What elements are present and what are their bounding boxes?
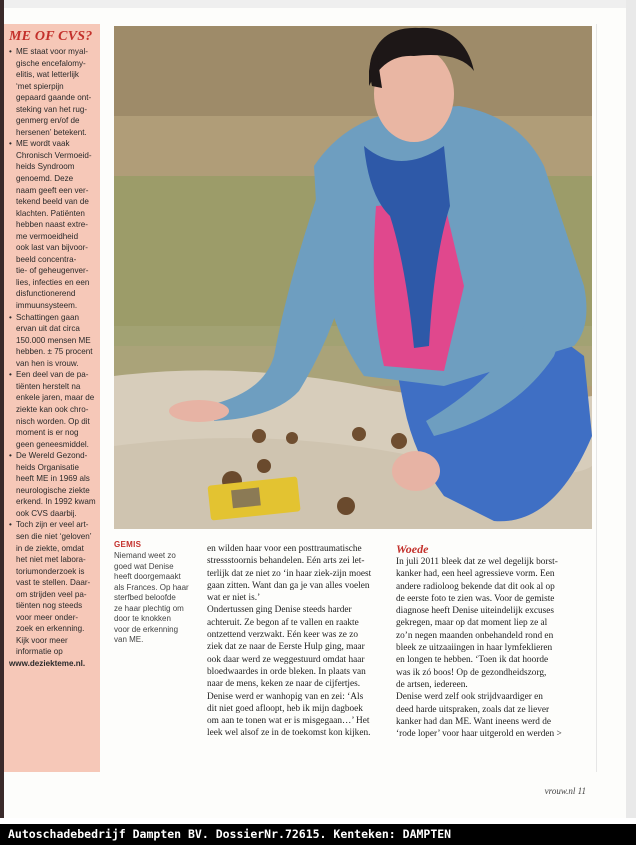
- article-text-line: kanker had dan ME. Want ineens werd de: [396, 716, 552, 727]
- article-text-line: gekregen, maar op dat moment liep ze al: [396, 618, 548, 629]
- caption-text-line: sterfbed beloofde: [114, 593, 176, 602]
- article-text-line: deed harde uitspraken, zoals dat ze liever: [396, 704, 550, 715]
- article-column-right: [396, 543, 586, 740]
- sidebar-text-line: • De Wereld Gezond-: [16, 451, 88, 461]
- info-sidebar: [4, 24, 100, 772]
- sidebar-text-line: hebben naast extre-: [16, 220, 88, 230]
- caption-text-line: goed wat Denise: [114, 561, 174, 571]
- sidebar-text-line: geen geneesmiddel.: [16, 439, 89, 449]
- sidebar-list-item: [9, 519, 96, 658]
- sidebar-text-line: ziekte kan ook chro-: [16, 404, 89, 414]
- sidebar-list-item: [9, 369, 96, 450]
- article-text-line: Denise werd zelf ook strijdvaardiger en: [396, 692, 543, 703]
- sidebar-list-item: [9, 312, 96, 370]
- caption-label: GEMIS: [114, 540, 142, 549]
- sidebar-website: www.deziekteme.nl.: [9, 658, 86, 668]
- sidebar-text-line: 150.000 mensen ME: [16, 335, 91, 345]
- article-text-line: Denise werd er wanhopig van en zei: ‘Als: [207, 691, 364, 702]
- sidebar-text-line: ervan uit dat circa: [16, 324, 80, 334]
- sidebar-text-line: hebben. ± 75 procent: [16, 347, 93, 357]
- sidebar-text-line: enkele jaren, maar de: [16, 393, 95, 403]
- caption-text-line: als Frances. Op haar: [114, 582, 189, 592]
- sidebar-text-line: zoek en erkenning.: [16, 624, 85, 634]
- page-folio: vrouw.nl 11: [544, 786, 586, 796]
- sidebar-list: [9, 46, 96, 658]
- sidebar-text-line: • Toch zijn er veel art-: [16, 520, 89, 530]
- article-text-line: ‘rode loper’ voor haar uitgerold en werden: [396, 729, 555, 740]
- article-text-line: Ondertussen ging Denise steeds harder: [207, 605, 352, 616]
- article-text-line: om aan te tonen wat er is misgegaan…’ Het: [207, 716, 370, 727]
- sidebar-text-line: • Schattingen gaan: [16, 312, 80, 322]
- photo-illustration: [114, 26, 592, 529]
- photo-caption: [114, 551, 202, 646]
- continue-arrow: >: [556, 729, 562, 740]
- article-text-line: ontzettend verzwakt. Eén keer was ze zo: [207, 630, 358, 641]
- sidebar-text-line: nisch worden. Op dit: [16, 416, 90, 426]
- sidebar-text-line: Chronisch Vermoeid-: [16, 150, 92, 160]
- caption-text-line: Niemand weet zo: [114, 551, 176, 560]
- article-text-line: achteruit. Ze begon af te vallen en raakte: [207, 617, 359, 628]
- sidebar-title: ME OF CVS?: [9, 29, 93, 44]
- section-heading: Woede: [396, 542, 429, 556]
- sidebar-text-line: moment is er nog: [16, 428, 79, 438]
- sidebar-text-line: immuunsysteem.: [16, 301, 78, 311]
- sidebar-text-line: van hen is vrouw.: [16, 358, 79, 368]
- sidebar-text-line: hersenen’ betekent.: [16, 127, 87, 137]
- sidebar-text-line: tekend beeld van de: [16, 197, 89, 207]
- sidebar-list-item: [9, 450, 96, 519]
- sidebar-text-line: klachten. Patiënten: [16, 208, 85, 218]
- sidebar-text-line: heids Syndroom: [16, 162, 75, 172]
- article-text-line: In juli 2011 bleek dat ze wel degelijk borst-: [396, 557, 558, 567]
- article-text-line: ook daar werd ze weggestuurd omdat haar: [207, 654, 365, 665]
- sidebar-list-item: [9, 46, 96, 138]
- caption-text-line: van ME.: [114, 635, 144, 644]
- page-right-edge: [626, 0, 636, 818]
- article-text-line: kanker had, een heel agressieve vorm. Een: [396, 569, 555, 580]
- sidebar-text-line: het niet met labora-: [16, 555, 86, 565]
- sidebar-text-line: tie- of geheugenver-: [16, 266, 89, 276]
- sidebar-text-line: toriumonderzoek is: [16, 566, 85, 576]
- sidebar-text-line: • ME staat voor myal-: [16, 47, 88, 56]
- sidebar-text-line: gische encefalomy-: [16, 58, 86, 68]
- article-text-line: andere radioloog bekende dat dit ook al op: [396, 581, 555, 592]
- article-text-line: leek wel alsof ze in de toekomst kon kijken.: [207, 728, 371, 739]
- article-text-line: terlijk dat ze niet zo ‘in haar ziek-zijn moest: [207, 568, 372, 579]
- article-column-middle: [207, 543, 387, 740]
- sidebar-text-line: neurologische ziekte: [16, 485, 90, 495]
- sidebar-text-line: heeft ME in 1969 als: [16, 474, 90, 484]
- article-text-line: dit niet goed afloopt, heb ik mijn dagboek: [207, 703, 363, 714]
- sidebar-text-line: ook last van bijvoor-: [16, 243, 88, 253]
- sidebar-text-line: gepaard gaande ont-: [16, 93, 92, 103]
- caption-text-line: voor de erkenning: [114, 624, 179, 634]
- article-text-line: gaan zitten. Want dan ga je van alles voelen: [207, 580, 370, 591]
- sidebar-text-line: genoemd. Deze: [16, 174, 74, 184]
- sidebar-text-line: steking van het rug-: [16, 104, 88, 114]
- article-text-line: de eerste foto te zien was. Voor de gemiste: [396, 593, 555, 604]
- sidebar-text-line: om strijden veel pa-: [16, 589, 87, 599]
- article-text-line: stressstoornis behandelen. Eén arts zei let-: [207, 556, 365, 567]
- sidebar-text-line: in de ziekte, omdat: [16, 543, 84, 553]
- sidebar-text-line: sen die niet ‘geloven’: [16, 531, 92, 541]
- sidebar-text-line: erkend. In 1992 kwam: [16, 497, 96, 507]
- sidebar-text-line: lies, infecties en een: [16, 277, 90, 287]
- sidebar-text-line: disfunctionerend: [16, 289, 76, 299]
- article-text-line: was ik zó boos! Op de gezondheidszorg,: [396, 667, 547, 678]
- article-text-line: wat er niet is.’: [207, 593, 261, 604]
- article-text-line: zo’n negen maanden onbehandeld rond en: [396, 630, 554, 641]
- page-top-edge: [4, 0, 626, 8]
- caption-text-line: ze haar plechtig om: [114, 603, 184, 613]
- sidebar-text-line: vast te stellen. Daar-: [16, 578, 91, 588]
- sidebar-text-line: informatie op: [16, 647, 63, 657]
- sidebar-text-line: Kijk voor meer: [16, 635, 68, 645]
- sidebar-text-line: beeld concentra-: [16, 254, 77, 264]
- sidebar-text-line: heids Organisatie: [16, 462, 79, 472]
- article-text-line: diagnose heeft Denise uiteindelijk excuses: [396, 606, 554, 617]
- article-column-right-body: [396, 556, 586, 740]
- document-footer-bar: Autoschadebedrijf Dampten BV. DossierNr.72615. Kenteken: DAMPTEN: [0, 824, 636, 845]
- sidebar-text-line: tiënten nog steeds: [16, 601, 83, 611]
- article-text-line: en wilden haar voor een posttraumatische: [207, 544, 362, 554]
- sidebar-text-line: ‘met spierpijn: [16, 81, 64, 91]
- caption-text-line: door te knokken: [114, 614, 171, 623]
- sidebar-text-line: tiënten herstelt na: [16, 381, 81, 391]
- caption-text-line: heeft doorgemaakt: [114, 572, 181, 581]
- article-text-line: bleek ze uitzaaiingen in haar lymfeklieren: [396, 643, 553, 654]
- article-text-line: ziek dat ze naar de Eerste Hulp ging, maar: [207, 642, 365, 653]
- sidebar-text-line: voor meer onder-: [16, 612, 79, 622]
- article-text-line: de artsen, iedereen.: [396, 679, 468, 690]
- sidebar-text-line: naam geeft een ver-: [16, 185, 89, 195]
- sidebar-text-line: elitis, wat letterlijk: [16, 70, 79, 80]
- sidebar-text-line: • Een deel van de pa-: [16, 370, 89, 380]
- sidebar-text-line: • ME wordt vaak: [16, 139, 70, 149]
- sidebar-list-item: [9, 138, 96, 311]
- sidebar-text-line: me vermoeidheid: [16, 231, 79, 241]
- article-text-line: naar de mens, keken ze naar de cijfertjes.: [207, 679, 361, 690]
- column-rule: [596, 24, 597, 772]
- article-photo: [114, 26, 592, 529]
- article-text-line: en longen te hebben. ‘Toen ik dat hoorde: [396, 655, 549, 666]
- sidebar-text-line: ook CVS daarbij.: [16, 508, 77, 518]
- sidebar-text-line: genmerg en/of de: [16, 116, 80, 126]
- article-text-line: bloedwaardes in orde bleken. In plaats van: [207, 666, 366, 677]
